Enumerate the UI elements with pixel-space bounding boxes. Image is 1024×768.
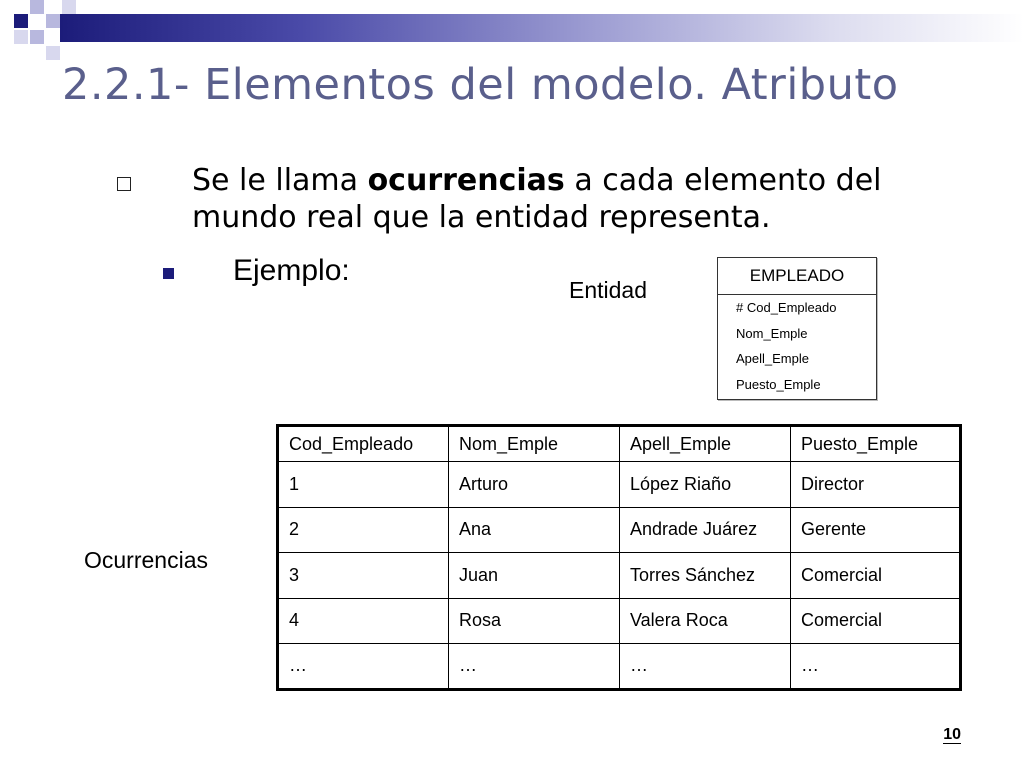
header-decoration-square [30,30,44,44]
header-decoration-square [62,0,76,14]
table-row [278,507,961,553]
table-header-cell: Apell_Emple [620,426,791,462]
table-header-cell: Cod_Empleado [278,426,449,462]
header-decoration-square [14,14,28,28]
header-decoration-square [46,46,60,60]
hollow-square-bullet-icon [117,177,131,191]
table-cell: 1 [278,462,449,508]
header-decoration-square [46,14,60,28]
table-cell: López Riaño [620,462,791,508]
table-cell: 3 [278,553,449,599]
table-cell: Valera Roca [620,598,791,644]
table-row [278,462,961,508]
entity-attribute: Nom_Emple [736,325,808,341]
bullet-example: Ejemplo: [233,254,350,287]
table-cell: Andrade Juárez [620,507,791,553]
entity-diagram-box [717,257,877,400]
table-cell: Comercial [791,553,961,599]
bullet-text-prefix: Se le llama [192,163,368,198]
table-cell: Rosa [449,598,620,644]
entity-label: Entidad [569,277,648,303]
occurrences-label: Ocurrencias [84,547,208,573]
table-header-cell: Nom_Emple [449,426,620,462]
table-cell: … [449,644,620,690]
entity-attribute: Puesto_Emple [736,376,821,392]
table-cell: 2 [278,507,449,553]
header-decoration-square [30,0,44,14]
bullet-text-bold: ocurrencias [367,163,565,198]
table-cell: … [620,644,791,690]
table-cell: … [278,644,449,690]
entity-attribute-list [718,295,876,403]
entity-name: EMPLEADO [718,258,876,295]
header-gradient-bar [60,14,1024,42]
table-row [278,598,961,644]
table-cell: 4 [278,598,449,644]
table-header-cell: Puesto_Emple [791,426,961,462]
table-row [278,644,961,690]
page-number: 10 [943,726,961,743]
slide-title: 2.2.1- Elementos del modelo. Atributo [62,60,899,110]
table-cell: … [791,644,961,690]
occurrences-table [276,424,962,691]
filled-square-bullet-icon [163,268,174,279]
table-cell: Arturo [449,462,620,508]
table-cell: Director [791,462,961,508]
entity-attribute: # Cod_Empleado [736,300,837,315]
table-cell: Ana [449,507,620,553]
table-cell: Torres Sánchez [620,553,791,599]
table-header-row [278,426,961,462]
entity-attribute: Apell_Emple [736,351,809,366]
header-decoration-square [14,30,28,44]
table-cell: Gerente [791,507,961,553]
table-cell: Juan [449,553,620,599]
table-cell: Comercial [791,598,961,644]
table-row [278,553,961,599]
bullet-definition [192,162,932,236]
bullet-text-suffix: a cada elemento del mundo real que la entidad representa. [192,163,882,235]
